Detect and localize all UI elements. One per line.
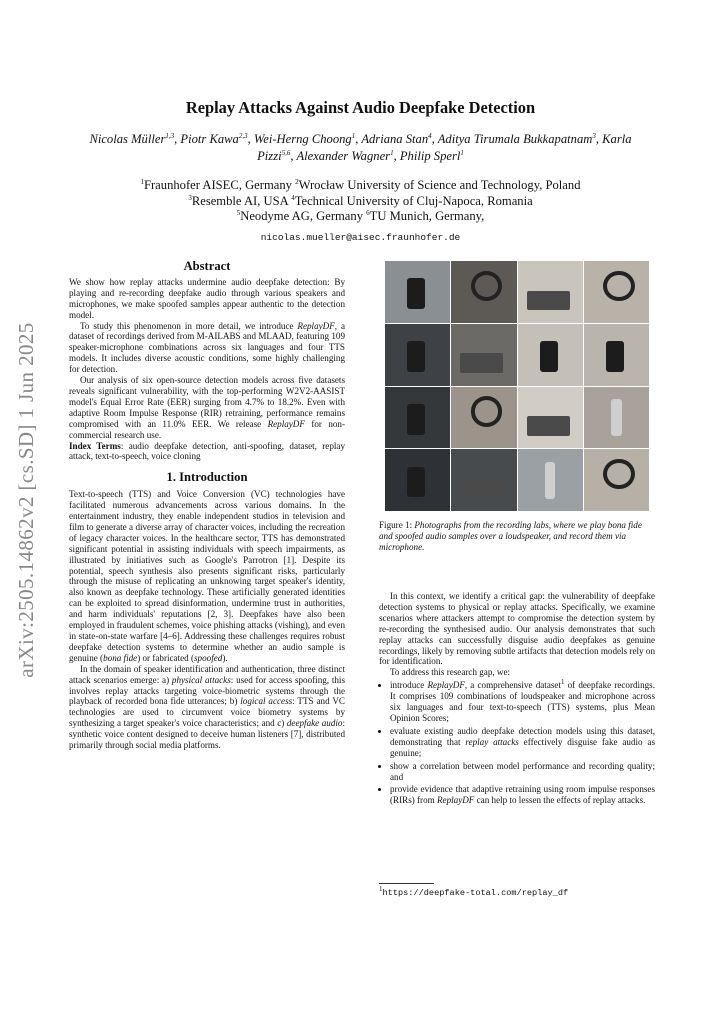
footnote-rule [379,883,434,884]
list-item: • provide evidence that adaptive retraining using room impulse responses (RIRs) from ReplayDF can help to lessen the effects of replay attacks. [390,784,655,806]
affiliations [60,178,661,225]
affiliation-line-3: $^5$Neodyme AG, Germany $^6$TU Munich, Germany, [236,208,485,223]
figure-1-photo-grid [385,261,649,511]
lab-photo [451,261,516,323]
abstract-heading: Abstract [183,259,231,273]
paper-title: Replay Attacks Against Audio Deepfake Detection [185,98,536,117]
lab-photo [385,261,450,323]
footnote: $^1$https://deepfake-total.com/replay_df [379,885,569,898]
right-paragraph-1: In this context, we identify a critical gap: the vulnerability of deepfake detection systems to physical or replay attacks. Specifically, we examine scenarios where attackers attempt to compromise the detection system by re-recording the synthesised audio. Our analysis demonstrates that such replay attacks can successfully disguise audio deepfakes as genuine recordings, likely by removing subtle artifacts that detection models rely on for identification. [379,591,655,667]
lab-photo [584,324,649,386]
index-terms: Index Terms: audio deepfake detection, anti-spoofing, dataset, replay attack, text-to-speech, voice cloning [69,440,345,462]
lab-photo [518,449,583,511]
lab-photo [451,324,516,386]
lab-photo [584,449,649,511]
affiliation-line-2: $^3$Resemble AI, USA $^4$Technical University of Cluj-Napoca, Romania [188,193,533,208]
figure-1-caption: Figure 1: Photographs from the recording labs, where we play bona fide and spoofed audio samples over a loudspeaker, and record them via microphone. [379,520,642,552]
intro-paragraph-2: In the domain of speaker identification and authentication, three distinct attack scenarios emerge: a) physical attacks: used for access spoofing, this involves replay attacks targeting voice-biometric systems through the playback of recorded bona fide utterances; b) logical access: TTS and VC technologies are used to circumvent voice biometry systems by synthesizing a target speaker's voice characteristics; and c) deepfake audio: synthetic voice content designed to deceive human listeners [7], distributed primarily through social media platforms. [69,663,345,751]
right-paragraph-2: To address this research gap, we: [390,667,511,678]
left-column [69,261,345,751]
footnote-link[interactable]: https://deepfake-total.com/replay_df [382,888,569,898]
lab-photo [518,261,583,323]
lab-photo [518,387,583,449]
abstract-paragraph-1: We show how replay attacks undermine audio deepfake detection: By playing and re-recording deepfake audio through various speakers and microphones, we make spoofed samples appear authentic to the detection model. [69,276,345,320]
right-column [379,591,655,808]
lab-photo [385,449,450,511]
abstract-paragraph-3: Our analysis of six open-source detection models across five datasets reveals significant vulnerability, with the top-performing W2V2-AASIST model's Equal Error Rate (EER) surging from 4.7% to 18.2%. Even with adaptive Room Impulse Response (RIR) retraining, performance remains compromised with an 11.0% EER. We release ReplayDF for non-commercial research use. [69,375,345,440]
lab-photo [584,387,649,449]
affiliation-line-1: $^1$Fraunhofer AISEC, Germany $^2$Wrocław University of Science and Technology, Poland [140,177,581,192]
list-item: • introduce ReplayDF, a comprehensive dataset$^1$ of deepfake recordings. It comprises 109 combinations of loudspeaker and microphone across six languages and four text-to-speech (TTS) systems, plus Mean Opinion Scores; [390,680,655,724]
arxiv-watermark: arXiv:2505.14862v2 [cs.SD] 1 Jun 2025 [14,322,38,678]
lab-photo [584,261,649,323]
intro-paragraph-1: Text-to-speech (TTS) and Voice Conversion (VC) technologies have facilitated numerous advancements across various domains. In the entertainment industry, they enable independent studios in television and film to generate a diverse array of character voices, including the recreation of legacy character voices. In the healthcare sector, TTS has demonstrated significant potential in assisting individuals with speech impairments, as illustrated by initiatives such as Google's Parrotron [1]. Despite its potential, speech synthesis also presents significant risks, particularly through the misuse of replicating an unknowing target speaker's identity, also known as deepfake technology. These artificially generated identities can be exploited to spread disinformation, undermine trust in authorities, and harm individuals' reputations [2, 3]. Deepfakes have also been employed in fraudulent schemes, voice phishing attacks (vishing), and even in state-on-state warfare [4–6]. Addressing these challenges requires robust deepfake detection systems to determine whether an audio sample is genuine (bona fide) or fabricated (spoofed). [69,489,345,663]
lab-photo [451,449,516,511]
lab-photo [385,324,450,386]
lab-photo [385,387,450,449]
lab-photo [518,324,583,386]
abstract-paragraph-2: To study this phenomenon in more detail, we introduce ReplayDF, a dataset of recordings derived from M-AILABS and MLAAD, featuring 109 speaker-microphone combinations across six languages and four TTS models. It includes diverse acoustic conditions, some highly challenging for detection. [69,320,345,375]
contribution-list [379,680,655,806]
list-item: • show a correlation between model performance and recording quality; and [390,761,655,783]
author-list: Nicolas Müller$^{1,3}$, Piotr Kawa$^{2,3}$, Wei-Herng Choong$^1$, Adriana Stan$^4$, Aditya Tirumala Bukkapatnam$^3$, Karla Pizzi$^{5,6}$, Alexander Wagner$^1$, Philip Sperl$^1$ [89,131,632,163]
introduction-heading: 1. Introduction [166,470,248,485]
list-item: • evaluate existing audio deepfake detection models using this dataset, demonstrating that replay attacks effectively disguise fake audio as genuine; [390,726,655,759]
lab-photo [451,387,516,449]
contact-email[interactable]: nicolas.mueller@aisec.fraunhofer.de [260,232,461,243]
